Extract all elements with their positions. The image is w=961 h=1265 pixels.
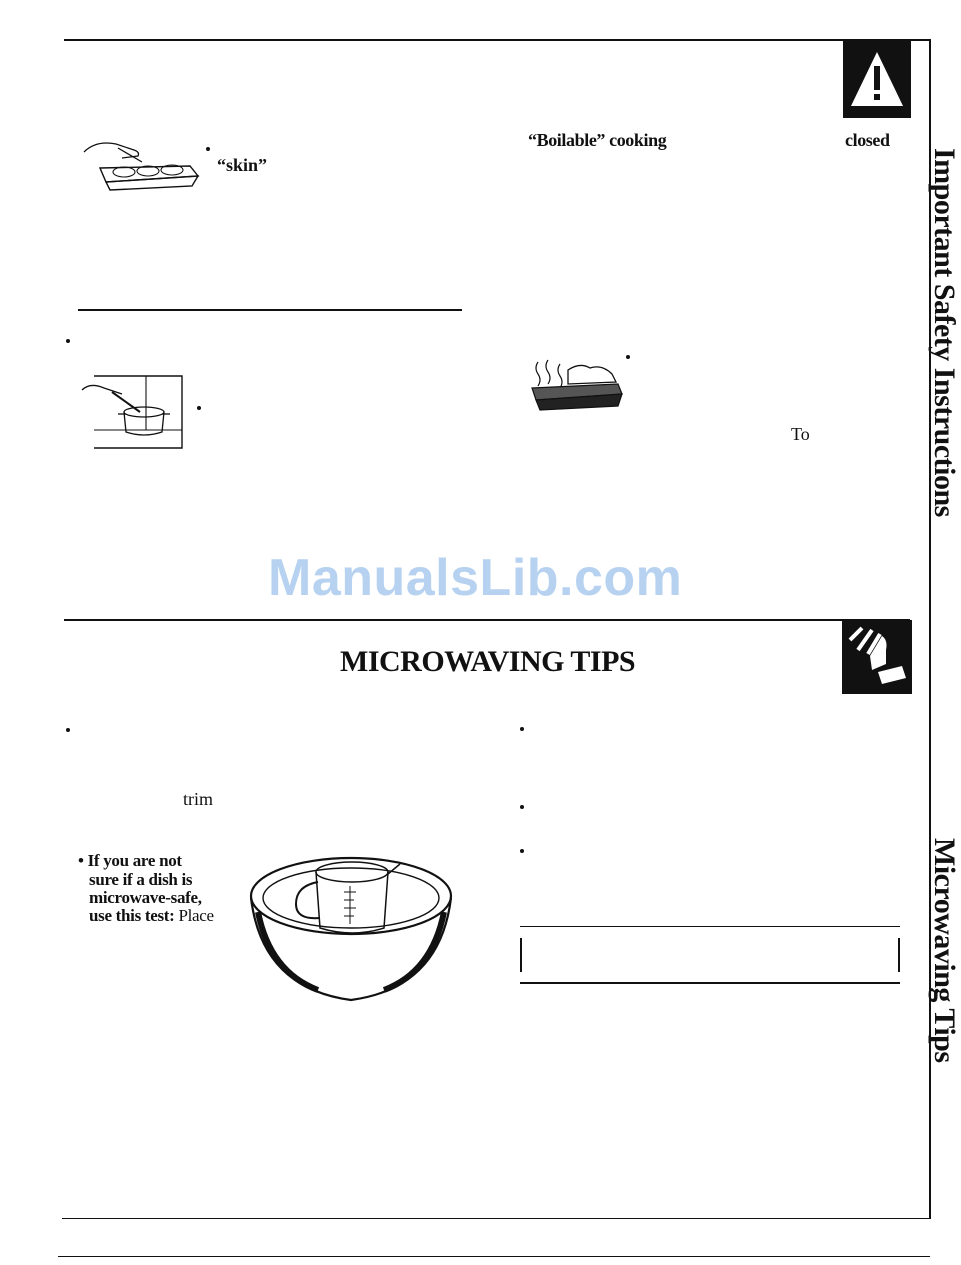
bowl-with-measuring-cup-illustration <box>248 852 454 1004</box>
bullet <box>520 727 524 731</box>
section-title: MICROWAVING TIPS <box>340 645 636 678</box>
microwave-safe-test-line-2: sure if a dish is <box>89 870 193 889</box>
microwave-safe-test-line-3: microwave-safe, <box>89 888 202 907</box>
trim-text: trim <box>183 789 213 809</box>
tab-microwaving-tips: Microwaving Tips <box>928 838 961 1063</box>
bullet <box>520 805 524 809</box>
microwave-safe-test-line-1: • If you are not <box>78 851 182 870</box>
note-box <box>520 926 900 984</box>
bullet <box>66 339 70 343</box>
warning-exclamation-icon <box>843 40 911 118</box>
test-label: use this test: <box>89 906 175 925</box>
to-text: To <box>791 424 810 444</box>
microwave-safe-test-line-4 <box>89 906 214 925</box>
section-rule <box>78 309 462 311</box>
baking-dish-illustration <box>82 138 202 190</box>
closed-text: closed <box>845 130 890 150</box>
watermark: ManualsLib.com <box>268 549 683 607</box>
bullet <box>66 728 70 732</box>
top-rule <box>64 39 930 41</box>
bullet <box>197 406 201 410</box>
boilable-cooking-text: “Boilable” cooking <box>528 130 667 150</box>
boilable-pouch-illustration <box>528 360 626 412</box>
bullet <box>626 355 630 359</box>
pot-in-oven-illustration <box>82 374 192 452</box>
skin-text: “skin” <box>217 155 268 175</box>
place-text: Place <box>178 906 214 925</box>
footer-rule <box>58 1256 930 1257</box>
tab-important-safety-instructions: Important Safety Instructions <box>928 148 961 517</box>
tips-top-rule <box>64 619 910 621</box>
bottom-rule <box>62 1218 930 1219</box>
finger-press-icon <box>842 620 912 694</box>
bullet <box>520 849 524 853</box>
bullet <box>206 147 210 151</box>
